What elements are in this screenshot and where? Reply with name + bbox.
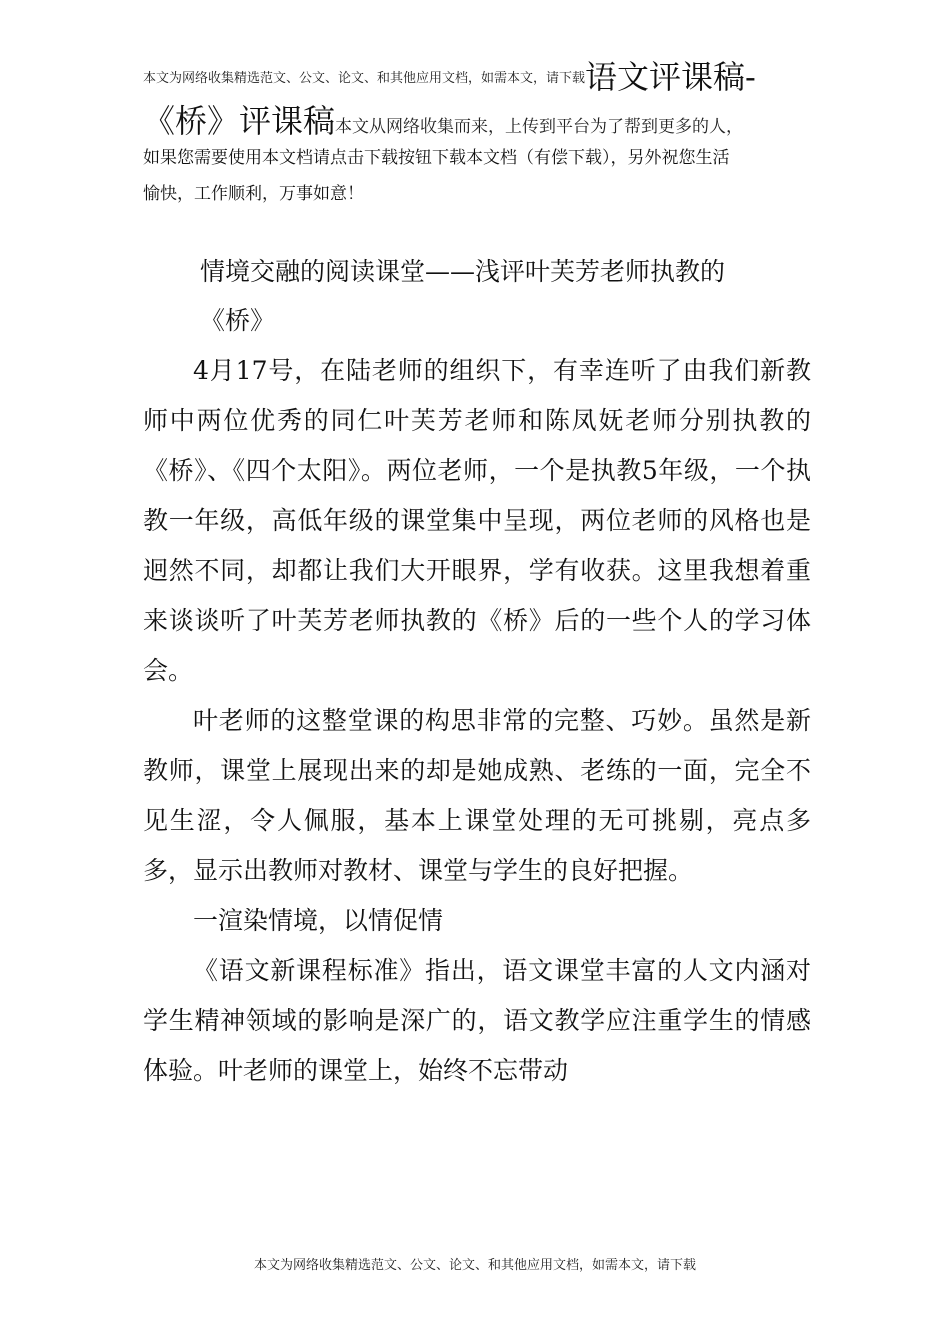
doc-title-part2: 《桥》评课稿: [143, 102, 336, 140]
header-line-1: [143, 52, 833, 98]
header-notice: 本文为网络收集精选范文、公文、论文、和其他应用文档，如需本文，请下载: [143, 71, 586, 86]
intro-text-3: 愉快，工作顺利，万事如意！: [143, 184, 364, 204]
paragraph: 《语文新课程标准》指出，语文课堂丰富的人文内涵对学生精神领域的影响是深广的，语文教学应注重学生的情感体验。叶老师的课堂上，始终不忘带动: [143, 956, 811, 1085]
header-line-2: [143, 96, 833, 142]
article-body: [143, 346, 811, 1096]
footer-notice: 本文为网络收集精选范文、公文、论文、和其他应用文档，如需本文，请下载: [253, 1258, 696, 1273]
paragraph: 叶老师的这整堂课的构思非常的完整、巧妙。虽然是新教师，课堂上展现出来的却是她成熟、老练的一面，完全不见生涩，令人佩服，基本上课堂处理的无可挑剔，亮点多多，显示出教师对教材、课堂与学生的良好把握。: [143, 706, 811, 885]
paragraph: 4月17号，在陆老师的组织下，有幸连听了由我们新教师中两位优秀的同仁叶芙芳老师和陈凤妩老师分别执教的《桥》、《四个太阳》。两位老师，一个是执教5年级，一个执教一年级，高低年级的课堂集中呈现，两位老师的风格也是迥然不同，却都让我们大开眼界，学有收获。这里我想着重来谈谈听了叶芙芳老师执教的《桥》后的一些个人的学习体会。: [143, 356, 811, 685]
article-title-line1: 情境交融的阅读课堂——浅评叶芙芳老师执教的: [200, 257, 726, 286]
intro-text-2: 如果您需要使用本文档请点击下载按钮下载本文档（有偿下载），另外祝您生活: [143, 148, 730, 168]
doc-title-part1: 语文评课稿-: [585, 58, 756, 96]
section-heading: 一渲染情境，以情促情: [193, 906, 444, 935]
article-title-line2: 《桥》: [200, 306, 276, 335]
intro-text-1: 本文从网络收集而来，上传到平台为了帮到更多的人，: [335, 117, 744, 137]
